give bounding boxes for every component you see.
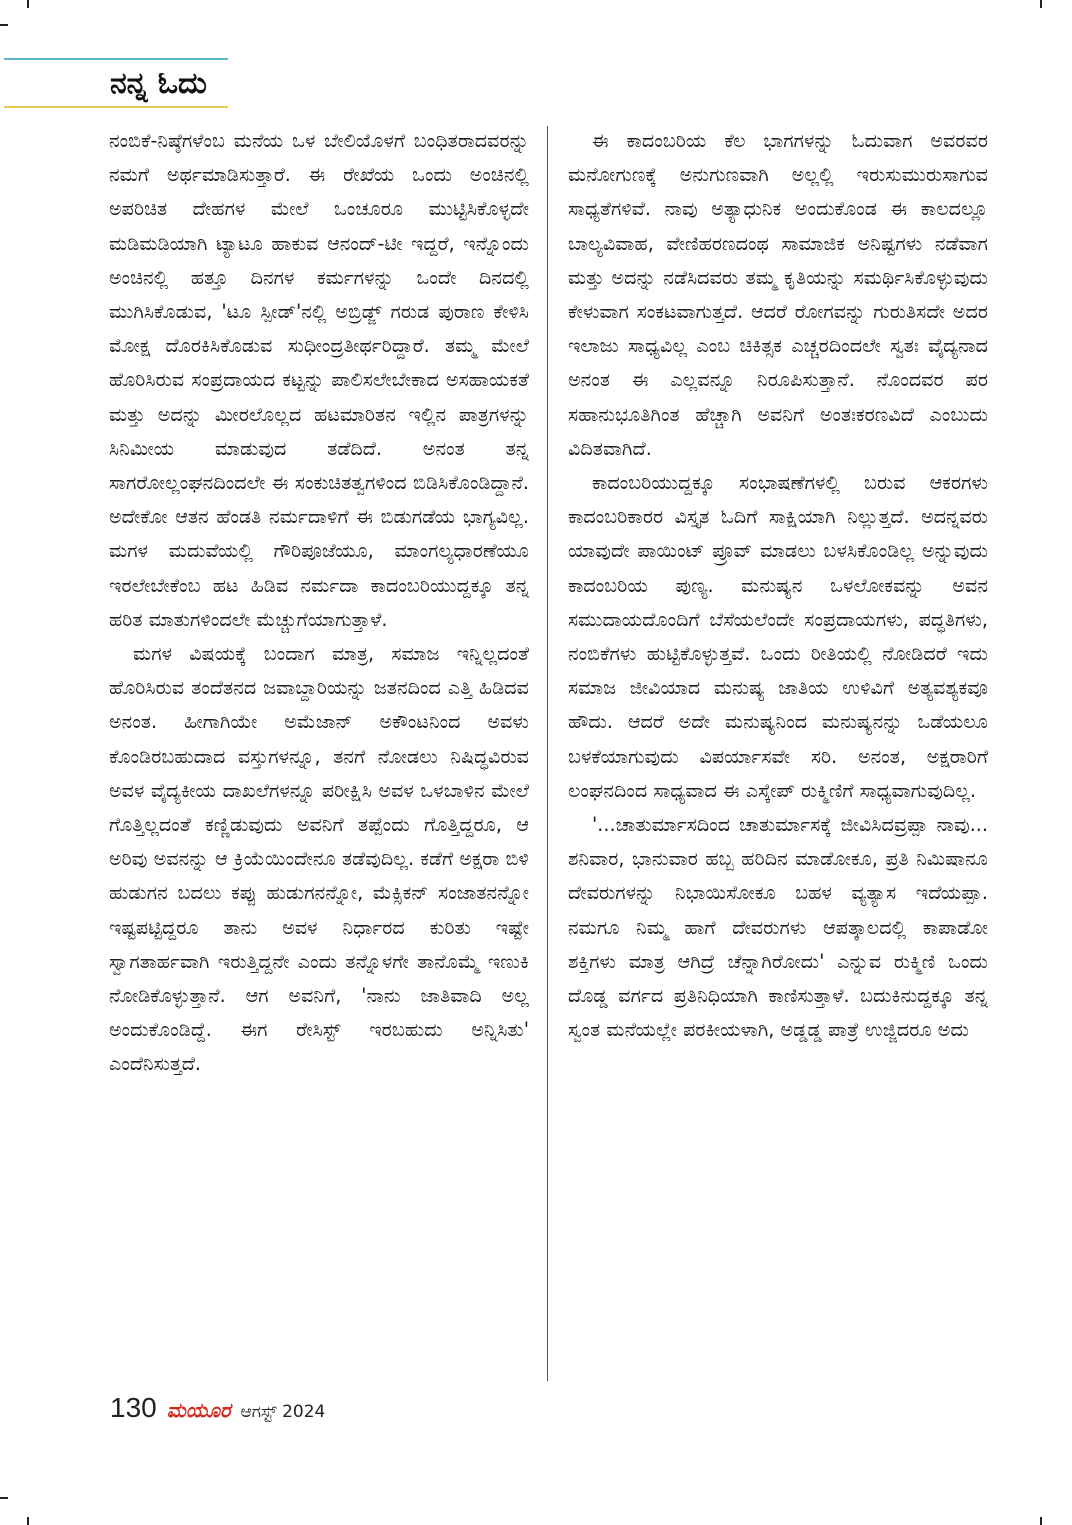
- right-column: [568, 124, 988, 1047]
- paragraph: '...ಚಾತುರ್ಮಾಸದಿಂದ ಚಾತುರ್ಮಾಸಕ್ಕೆ ಜೀವಿಸಿದವ್ರಪ್ಪಾ ನಾವು... ಶನಿವಾರ, ಭಾನುವಾರ ಹಬ್ಬ ಹರಿದಿನ ಮಾಡೋಕೂ, ಪ್ರತಿ ನಿಮಿಷಾನೂ ದೇವರುಗಳನ್ನು ನಿಭಾಯಿಸೋಕೂ ಬಹಳ ವ್ಯತ್ಯಾಸ ಇದೆಯಪ್ಪಾ. ನಮಗೂ ನಿಮ್ಮ ಹಾಗೆ ದೇವರುಗಳು ಆಪತ್ಕಾಲದಲ್ಲಿ ಕಾಪಾಡೋ ಶಕ್ತಿಗಳು ಮಾತ್ರ ಆಗಿದ್ರೆ ಚೆನ್ನಾಗಿರೋದು' ಎನ್ನುವ ರುಕ್ಮಿಣಿ ಒಂದು ದೊಡ್ಡ ವರ್ಗದ ಪ್ರತಿನಿಧಿಯಾಗಿ ಕಾಣಿಸುತ್ತಾಳೆ. ಬದುಕಿನುದ್ದಕ್ಕೂ ತನ್ನ ಸ್ವಂತ ಮನೆಯಲ್ಲೇ ಪರಕೀಯಳಾಗಿ, ಅಡ್ಡಡ್ಡ ಪಾತ್ರೆ ಉಜ್ಜಿದರೂ ಅದು: [568, 813, 988, 1042]
- paragraph: ಈ ಕಾದಂಬರಿಯ ಕೆಲ ಭಾಗಗಳನ್ನು ಓದುವಾಗ ಅವರವರ ಮನೋಗುಣಕ್ಕೆ ಅನುಗುಣವಾಗಿ ಅಲ್ಲಲ್ಲಿ ಇರುಸುಮುರುಸಾಗುವ ಸಾಧ್ಯತೆಗಳಿವೆ. ನಾವು ಅತ್ಯಾಧುನಿಕ ಅಂದುಕೊಂಡ ಈ ಕಾಲದಲ್ಲೂ ಬಾಲ್ಯವಿವಾಹ, ವೇಣಿಹರಣದಂಥ ಸಾಮಾಜಿಕ ಅನಿಷ್ಟಗಳು ನಡೆವಾಗ ಮತ್ತು ಅದನ್ನು ನಡೆಸಿದವರು ತಮ್ಮ ಕೃತಿಯನ್ನು ಸಮರ್ಥಿಸಿಕೊಳ್ಳುವುದು ಕೇಳುವಾಗ ಸಂಕಟವಾಗುತ್ತದೆ. ಆದರೆ ರೋಗವನ್ನು ಗುರುತಿಸದೇ ಅದರ ಇಲಾಜು ಸಾಧ್ಯವಿಲ್ಲ ಎಂಬ ಚಿಕಿತ್ಸಕ ಎಚ್ಚರದಿಂದಲೇ ಸ್ವತಃ ವೈದ್ಯನಾದ ಅನಂತ ಈ ಎಲ್ಲವನ್ನೂ ನಿರೂಪಿಸುತ್ತಾನೆ. ನೊಂದವರ ಪರ ಸಹಾನುಭೂತಿಗಿಂತ ಹೆಚ್ಚಾಗಿ ಅವನಿಗೆ ಅಂತಃಕರಣವಿದೆ ಎಂಬುದು ವಿದಿತವಾಗಿದೆ.: [568, 129, 988, 460]
- header-rule-top: [4, 58, 228, 60]
- left-column: [109, 124, 529, 1082]
- section-header: [4, 58, 228, 110]
- page-number: 130: [110, 1392, 157, 1423]
- crop-mark-left-bottom: [0, 1497, 8, 1499]
- page-footer: [110, 1392, 325, 1426]
- issue-date: ಆಗಸ್ಟ್ 2024: [240, 1402, 326, 1422]
- crop-mark-top-right: [1040, 0, 1042, 8]
- section-title: ನನ್ನ ಓದು: [110, 66, 207, 101]
- paragraph: ಕಾದಂಬರಿಯುದ್ದಕ್ಕೂ ಸಂಭಾಷಣೆಗಳಲ್ಲಿ ಬರುವ ಆಕರಗಳು ಕಾದಂಬರಿಕಾರರ ವಿಸ್ತೃತ ಓದಿಗೆ ಸಾಕ್ಷಿಯಾಗಿ ನಿಲ್ಲುತ್ತದೆ. ಅದನ್ನವರು ಯಾವುದೇ ಪಾಯಿಂಟ್ ಪ್ರೂವ್ ಮಾಡಲು ಬಳಸಿಕೊಂಡಿಲ್ಲ ಅನ್ನುವುದು ಕಾದಂಬರಿಯ ಪುಣ್ಯ. ಮನುಷ್ಯನ ಒಳಲೋಕವನ್ನು ಅವನ ಸಮುದಾಯದೊಂದಿಗೆ ಬೆಸೆಯಲೆಂದೇ ಸಂಪ್ರದಾಯಗಳು, ಪದ್ಧತಿಗಳು, ನಂಬಿಕೆಗಳು ಹುಟ್ಟಿಕೊಳ್ಳುತ್ತವೆ. ಒಂದು ರೀತಿಯಲ್ಲಿ ನೋಡಿದರೆ ಇದು ಸಮಾಜ ಜೀವಿಯಾದ ಮನುಷ್ಯ ಜಾತಿಯ ಉಳಿವಿಗೆ ಅತ್ಯವಶ್ಯಕವೂ ಹೌದು. ಆದರೆ ಅದೇ ಮನುಷ್ಯನಿಂದ ಮನುಷ್ಯನನ್ನು ಒಡೆಯಲೂ ಬಳಕೆಯಾಗುವುದು ವಿಪರ್ಯಾಸವೇ ಸರಿ. ಅನಂತ, ಅಕ್ಷರಾರಿಗೆ ಲಂಘನದಿಂದ ಸಾಧ್ಯವಾದ ಈ ಎಸ್ಕೇಪ್ ರುಕ್ಮಿಣಿಗೆ ಸಾಧ್ಯವಾಗುವುದಿಲ್ಲ.: [568, 471, 988, 802]
- crop-mark-top-left: [27, 0, 29, 8]
- crop-mark-left-top: [0, 24, 8, 26]
- paragraph: ನಂಬಿಕೆ-ನಿಷ್ಠೆಗಳೆಂಬ ಮನೆಯ ಒಳ ಬೇಲಿಯೊಳಗೆ ಬಂಧಿತರಾದವರನ್ನು ನಮಗೆ ಅರ್ಥಮಾಡಿಸುತ್ತಾರೆ. ಈ ರೇಖೆಯ ಒಂದು ಅಂಚಿನಲ್ಲಿ ಅಪರಿಚಿತ ದೇಹಗಳ ಮೇಲೆ ಒಂಚೂರೂ ಮುಟ್ಟಿಸಿಕೊಳ್ಳದೇ ಮಡಿಮಡಿಯಾಗಿ ಟ್ಯಾಟೂ ಹಾಕುವ ಆನಂದ್-ಟೀ ಇದ್ದರೆ, ಇನ್ನೊಂದು ಅಂಚಿನಲ್ಲಿ ಹತ್ತೂ ದಿನಗಳ ಕರ್ಮಗಳನ್ನು ಒಂದೇ ದಿನದಲ್ಲಿ ಮುಗಿಸಿಕೊಡುವ, 'ಟೂ ಸ್ಪೀಡ್'ನಲ್ಲಿ ಅಬ್ರಿಡ್ಜ್ ಗರುಡ ಪುರಾಣ ಕೇಳಿಸಿ ಮೋಕ್ಷ ದೊರಕಿಸಿಕೊಡುವ ಸುಧೀಂದ್ರತೀರ್ಥರಿದ್ದಾರೆ. ತಮ್ಮ ಮೇಲೆ ಹೊರಿಸಿರುವ ಸಂಪ್ರದಾಯದ ಕಟ್ಟನ್ನು ಪಾಲಿಸಲೇಬೇಕಾದ ಅಸಹಾಯಕತೆ ಮತ್ತು ಅದನ್ನು ಮೀರಲೊಲ್ಲದ ಹಟಮಾರಿತನ ಇಲ್ಲಿನ ಪಾತ್ರಗಳನ್ನು ಸಿನಿಮೀಯ ಮಾಡುವುದ ತಡೆದಿದೆ. ಅನಂತ ತನ್ನ ಸಾಗರೋಲ್ಲಂಘನದಿಂದಲೇ ಈ ಸಂಕುಚಿತತ್ವಗಳಿಂದ ಬಿಡಿಸಿಕೊಂಡಿದ್ದಾನೆ. ಅದೇಕೋ ಆತನ ಹೆಂಡತಿ ನರ್ಮದಾಳಿಗೆ ಈ ಬಿಡುಗಡೆಯ ಭಾಗ್ಯವಿಲ್ಲ. ಮಗಳ ಮದುವೆಯಲ್ಲಿ ಗೌರಿಪೂಜೆಯೂ, ಮಾಂಗಲ್ಯಧಾರಣೆಯೂ ಇರಲೇಬೇಕೆಂಬ ಹಟ ಹಿಡಿವ ನರ್ಮದಾ ಕಾದಂಬರಿಯುದ್ದಕ್ಕೂ ತನ್ನ ಹರಿತ ಮಾತುಗಳಿಂದಲೇ ಮೆಚ್ಚುಗೆಯಾಗುತ್ತಾಳೆ.: [109, 129, 529, 631]
- crop-mark-bottom-left: [27, 1517, 29, 1525]
- magazine-logo: ಮಯೂರ: [166, 1398, 231, 1422]
- crop-mark-bottom-right: [1040, 1517, 1042, 1525]
- paragraph: ಮಗಳ ವಿಷಯಕ್ಕೆ ಬಂದಾಗ ಮಾತ್ರ, ಸಮಾಜ ಇನ್ನಿಲ್ಲದಂತೆ ಹೊರಿಸಿರುವ ತಂದೆತನದ ಜವಾಬ್ದಾರಿಯನ್ನು ಜತನದಿಂದ ಎತ್ತಿ ಹಿಡಿದವ ಅನಂತ. ಹೀಗಾಗಿಯೇ ಅಮೆಜಾನ್ ಅಕೌಂಟನಿಂದ ಅವಳು ಕೊಂಡಿರಬಹುದಾದ ವಸ್ತುಗಳನ್ನೂ, ತನಗೆ ನೋಡಲು ನಿಷಿದ್ಧವಿರುವ ಅವಳ ವೈದ್ಯಕೀಯ ದಾಖಲೆಗಳನ್ನೂ ಪರೀಕ್ಷಿಸಿ ಅವಳ ಒಳಬಾಳಿನ ಮೇಲೆ ಗೊತ್ತಿಲ್ಲದಂತೆ ಕಣ್ಣಿಡುವುದು ಅವನಿಗೆ ತಪ್ಪೆಂದು ಗೊತ್ತಿದ್ದರೂ, ಆ ಅರಿವು ಅವನನ್ನು ಆ ಕ್ರಿಯೆಯಿಂದೇನೂ ತಡೆವುದಿಲ್ಲ. ಕಡೆಗೆ ಅಕ್ಷರಾ ಬಿಳಿ ಹುಡುಗನ ಬದಲು ಕಪ್ಪು ಹುಡುಗನನ್ನೋ, ಮೆಕ್ಸಿಕನ್ ಸಂಜಾತನನ್ನೋ ಇಷ್ಟಪಟ್ಟಿದ್ದರೂ ತಾನು ಅವಳ ನಿರ್ಧಾರದ ಕುರಿತು ಇಷ್ಟೇ ಸ್ವಾಗತಾರ್ಹವಾಗಿ ಇರುತ್ತಿದ್ದನೇ ಎಂದು ತನ್ನೊಳಗೇ ತಾನೊಮ್ಮೆ ಇಣುಕಿ ನೋಡಿಕೊಳ್ಳುತ್ತಾನೆ. ಆಗ ಅವನಿಗೆ, 'ನಾನು ಜಾತಿವಾದಿ ಅಲ್ಲ ಅಂದುಕೊಂಡಿದ್ದೆ. ಈಗ ರೇಸಿಸ್ಟ್ ಇರಬಹುದು ಅನ್ನಿಸಿತು' ಎಂದೆನಿಸುತ್ತದೆ.: [109, 642, 529, 1076]
- column-divider: [547, 126, 548, 1381]
- header-rule-bottom: [4, 106, 228, 108]
